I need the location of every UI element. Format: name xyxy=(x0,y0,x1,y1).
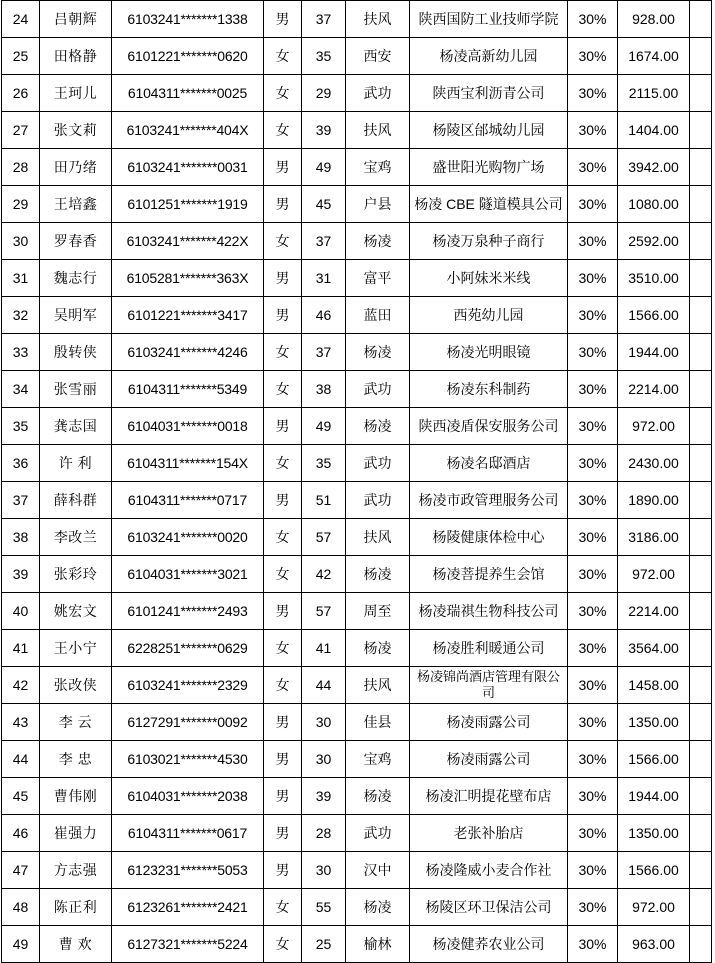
row-amount: 1566.00 xyxy=(618,852,690,889)
row-organization: 杨凌胜利暖通公司 xyxy=(410,630,568,667)
row-amount: 972.00 xyxy=(618,408,690,445)
row-name: 方志强 xyxy=(40,852,112,889)
table-row xyxy=(2,38,712,75)
row-id-number: 6103241*******0031 xyxy=(112,149,264,186)
row-id-number: 6104311*******0617 xyxy=(112,815,264,852)
table-row xyxy=(2,889,712,926)
row-area: 扶风 xyxy=(346,1,410,38)
row-rate: 30% xyxy=(568,334,618,371)
table-row xyxy=(2,297,712,334)
row-organization: 杨凌健荞农业公司 xyxy=(410,926,568,963)
row-organization: 杨陵区邰城幼儿园 xyxy=(410,112,568,149)
row-rate: 30% xyxy=(568,75,618,112)
row-area: 杨凌 xyxy=(346,556,410,593)
row-index: 24 xyxy=(2,1,40,38)
row-tail xyxy=(690,889,712,926)
row-area: 蓝田 xyxy=(346,297,410,334)
row-organization: 杨凌名邸酒店 xyxy=(410,445,568,482)
row-name: 曹 欢 xyxy=(40,926,112,963)
row-area: 宝鸡 xyxy=(346,741,410,778)
row-area: 佳县 xyxy=(346,704,410,741)
row-age: 37 xyxy=(302,1,346,38)
row-name: 张文莉 xyxy=(40,112,112,149)
row-id-number: 6104311*******0025 xyxy=(112,75,264,112)
row-age: 39 xyxy=(302,778,346,815)
row-name: 李 忠 xyxy=(40,741,112,778)
row-sex: 女 xyxy=(264,519,302,556)
row-name: 姚宏文 xyxy=(40,593,112,630)
row-id-number: 6103241*******422X xyxy=(112,223,264,260)
row-tail xyxy=(690,593,712,630)
row-amount: 972.00 xyxy=(618,556,690,593)
row-rate: 30% xyxy=(568,149,618,186)
row-id-number: 6127321*******5224 xyxy=(112,926,264,963)
row-tail xyxy=(690,223,712,260)
row-rate: 30% xyxy=(568,556,618,593)
row-sex: 男 xyxy=(264,741,302,778)
row-area: 杨凌 xyxy=(346,778,410,815)
row-index: 39 xyxy=(2,556,40,593)
row-rate: 30% xyxy=(568,371,618,408)
row-area: 西安 xyxy=(346,38,410,75)
row-index: 30 xyxy=(2,223,40,260)
row-organization: 老张补胎店 xyxy=(410,815,568,852)
row-index: 46 xyxy=(2,815,40,852)
table-row xyxy=(2,334,712,371)
table-row xyxy=(2,593,712,630)
row-id-number: 6103241*******2329 xyxy=(112,667,264,704)
row-id-number: 6123261*******2421 xyxy=(112,889,264,926)
row-organization: 杨陵区环卫保洁公司 xyxy=(410,889,568,926)
row-area: 武功 xyxy=(346,445,410,482)
row-amount: 1350.00 xyxy=(618,815,690,852)
table-row xyxy=(2,260,712,297)
row-name: 崔强力 xyxy=(40,815,112,852)
row-tail xyxy=(690,741,712,778)
row-age: 45 xyxy=(302,186,346,223)
row-id-number: 6104031*******0018 xyxy=(112,408,264,445)
row-age: 49 xyxy=(302,149,346,186)
row-sex: 女 xyxy=(264,445,302,482)
row-age: 30 xyxy=(302,852,346,889)
row-index: 35 xyxy=(2,408,40,445)
row-tail xyxy=(690,334,712,371)
row-tail xyxy=(690,445,712,482)
row-age: 49 xyxy=(302,408,346,445)
row-amount: 1566.00 xyxy=(618,297,690,334)
row-tail xyxy=(690,926,712,963)
row-sex: 女 xyxy=(264,112,302,149)
row-rate: 30% xyxy=(568,297,618,334)
row-amount: 1404.00 xyxy=(618,112,690,149)
row-tail xyxy=(690,519,712,556)
row-tail xyxy=(690,186,712,223)
row-name: 陈正利 xyxy=(40,889,112,926)
row-sex: 男 xyxy=(264,260,302,297)
row-id-number: 6103241*******4246 xyxy=(112,334,264,371)
row-organization: 盛世阳光购物广场 xyxy=(410,149,568,186)
row-tail xyxy=(690,149,712,186)
row-organization: 杨凌汇明提花壁布店 xyxy=(410,778,568,815)
row-index: 29 xyxy=(2,186,40,223)
row-tail xyxy=(690,371,712,408)
row-rate: 30% xyxy=(568,519,618,556)
row-organization: 杨凌万泉种子商行 xyxy=(410,223,568,260)
row-amount: 1944.00 xyxy=(618,778,690,815)
row-age: 44 xyxy=(302,667,346,704)
row-name: 张改侠 xyxy=(40,667,112,704)
row-rate: 30% xyxy=(568,38,618,75)
row-index: 45 xyxy=(2,778,40,815)
row-name: 吴明军 xyxy=(40,297,112,334)
row-amount: 928.00 xyxy=(618,1,690,38)
row-name: 李改兰 xyxy=(40,519,112,556)
table-row xyxy=(2,852,712,889)
row-area: 宝鸡 xyxy=(346,149,410,186)
row-name: 薛科群 xyxy=(40,482,112,519)
row-age: 25 xyxy=(302,926,346,963)
row-area: 扶风 xyxy=(346,667,410,704)
row-tail xyxy=(690,815,712,852)
row-amount: 1890.00 xyxy=(618,482,690,519)
table-row xyxy=(2,630,712,667)
row-id-number: 6101221*******0620 xyxy=(112,38,264,75)
row-id-number: 6103241*******0020 xyxy=(112,519,264,556)
row-sex: 女 xyxy=(264,75,302,112)
row-sex: 男 xyxy=(264,149,302,186)
row-tail xyxy=(690,630,712,667)
row-index: 37 xyxy=(2,482,40,519)
row-index: 31 xyxy=(2,260,40,297)
row-area: 杨凌 xyxy=(346,630,410,667)
row-rate: 30% xyxy=(568,112,618,149)
row-rate: 30% xyxy=(568,593,618,630)
row-amount: 972.00 xyxy=(618,889,690,926)
row-area: 汉中 xyxy=(346,852,410,889)
row-age: 55 xyxy=(302,889,346,926)
row-age: 41 xyxy=(302,630,346,667)
row-index: 38 xyxy=(2,519,40,556)
row-amount: 3186.00 xyxy=(618,519,690,556)
row-amount: 2430.00 xyxy=(618,445,690,482)
row-index: 25 xyxy=(2,38,40,75)
row-organization: 杨凌光明眼镜 xyxy=(410,334,568,371)
row-name: 田乃绪 xyxy=(40,149,112,186)
row-tail xyxy=(690,704,712,741)
row-name: 王珂儿 xyxy=(40,75,112,112)
table-row xyxy=(2,112,712,149)
row-sex: 女 xyxy=(264,926,302,963)
row-sex: 男 xyxy=(264,815,302,852)
row-name: 殷转侠 xyxy=(40,334,112,371)
row-amount: 1674.00 xyxy=(618,38,690,75)
table-row xyxy=(2,482,712,519)
row-tail xyxy=(690,482,712,519)
row-index: 34 xyxy=(2,371,40,408)
row-id-number: 6104031*******2038 xyxy=(112,778,264,815)
row-sex: 女 xyxy=(264,667,302,704)
row-rate: 30% xyxy=(568,223,618,260)
row-amount: 1080.00 xyxy=(618,186,690,223)
row-age: 37 xyxy=(302,223,346,260)
row-id-number: 6228251*******0629 xyxy=(112,630,264,667)
row-tail xyxy=(690,38,712,75)
row-index: 43 xyxy=(2,704,40,741)
row-sex: 女 xyxy=(264,630,302,667)
row-area: 扶风 xyxy=(346,112,410,149)
row-organization: 杨凌瑞祺生物科技公司 xyxy=(410,593,568,630)
row-rate: 30% xyxy=(568,815,618,852)
row-name: 李 云 xyxy=(40,704,112,741)
row-sex: 男 xyxy=(264,778,302,815)
row-id-number: 6104311*******154X xyxy=(112,445,264,482)
row-area: 杨凌 xyxy=(346,223,410,260)
row-tail xyxy=(690,1,712,38)
row-index: 33 xyxy=(2,334,40,371)
row-sex: 男 xyxy=(264,593,302,630)
row-organization: 杨凌菩提养生会馆 xyxy=(410,556,568,593)
row-area: 武功 xyxy=(346,482,410,519)
row-sex: 男 xyxy=(264,482,302,519)
row-name: 罗春香 xyxy=(40,223,112,260)
row-tail xyxy=(690,852,712,889)
row-age: 35 xyxy=(302,38,346,75)
row-rate: 30% xyxy=(568,667,618,704)
row-organization: 杨凌隆威小麦合作社 xyxy=(410,852,568,889)
row-id-number: 6104311*******5349 xyxy=(112,371,264,408)
row-rate: 30% xyxy=(568,889,618,926)
row-amount: 963.00 xyxy=(618,926,690,963)
row-name: 龚志国 xyxy=(40,408,112,445)
row-name: 许 利 xyxy=(40,445,112,482)
row-area: 杨凌 xyxy=(346,889,410,926)
row-index: 40 xyxy=(2,593,40,630)
row-tail xyxy=(690,75,712,112)
row-sex: 女 xyxy=(264,371,302,408)
row-age: 39 xyxy=(302,112,346,149)
row-organization: 陕西宝利沥青公司 xyxy=(410,75,568,112)
row-index: 42 xyxy=(2,667,40,704)
row-rate: 30% xyxy=(568,186,618,223)
table-row xyxy=(2,519,712,556)
row-area: 杨凌 xyxy=(346,408,410,445)
table-row xyxy=(2,926,712,963)
row-age: 57 xyxy=(302,593,346,630)
row-name: 魏志行 xyxy=(40,260,112,297)
row-tail xyxy=(690,260,712,297)
row-area: 武功 xyxy=(346,371,410,408)
row-amount: 2115.00 xyxy=(618,75,690,112)
row-name: 田格静 xyxy=(40,38,112,75)
row-age: 30 xyxy=(302,704,346,741)
row-tail xyxy=(690,778,712,815)
row-index: 26 xyxy=(2,75,40,112)
row-id-number: 6123231*******5053 xyxy=(112,852,264,889)
row-sex: 男 xyxy=(264,852,302,889)
row-amount: 3942.00 xyxy=(618,149,690,186)
row-age: 28 xyxy=(302,815,346,852)
row-id-number: 6101221*******3417 xyxy=(112,297,264,334)
row-age: 51 xyxy=(302,482,346,519)
row-organization: 西苑幼儿园 xyxy=(410,297,568,334)
row-name: 王培鑫 xyxy=(40,186,112,223)
table-row xyxy=(2,408,712,445)
row-age: 31 xyxy=(302,260,346,297)
row-organization: 杨凌市政管理服务公司 xyxy=(410,482,568,519)
row-organization: 小阿妹米米线 xyxy=(410,260,568,297)
row-amount: 2214.00 xyxy=(618,593,690,630)
row-organization: 陕西国防工业技师学院 xyxy=(410,1,568,38)
row-sex: 女 xyxy=(264,334,302,371)
row-name: 王小宁 xyxy=(40,630,112,667)
row-rate: 30% xyxy=(568,408,618,445)
row-name: 张彩玲 xyxy=(40,556,112,593)
row-age: 35 xyxy=(302,445,346,482)
row-age: 57 xyxy=(302,519,346,556)
row-amount: 3510.00 xyxy=(618,260,690,297)
row-sex: 男 xyxy=(264,297,302,334)
row-sex: 男 xyxy=(264,408,302,445)
table-row xyxy=(2,741,712,778)
row-id-number: 6101241*******2493 xyxy=(112,593,264,630)
row-organization: 杨凌 CBE 隧道模具公司 xyxy=(410,186,568,223)
row-amount: 1458.00 xyxy=(618,667,690,704)
row-index: 36 xyxy=(2,445,40,482)
row-area: 武功 xyxy=(346,815,410,852)
row-id-number: 6104311*******0717 xyxy=(112,482,264,519)
row-name: 曹伟刚 xyxy=(40,778,112,815)
row-organization: 杨凌锦尚酒店管理有限公司 xyxy=(410,667,568,704)
row-area: 富平 xyxy=(346,260,410,297)
row-area: 扶风 xyxy=(346,519,410,556)
row-amount: 1566.00 xyxy=(618,741,690,778)
row-organization: 杨凌雨露公司 xyxy=(410,704,568,741)
row-rate: 30% xyxy=(568,482,618,519)
row-age: 30 xyxy=(302,741,346,778)
row-id-number: 6104031*******3021 xyxy=(112,556,264,593)
table-row xyxy=(2,186,712,223)
row-organization: 杨凌东科制药 xyxy=(410,371,568,408)
row-area: 榆林 xyxy=(346,926,410,963)
row-id-number: 6103241*******404X xyxy=(112,112,264,149)
row-amount: 1944.00 xyxy=(618,334,690,371)
row-organization: 杨凌高新幼儿园 xyxy=(410,38,568,75)
row-age: 37 xyxy=(302,334,346,371)
table-row xyxy=(2,1,712,38)
roster-table xyxy=(1,0,712,963)
row-id-number: 6127291*******0092 xyxy=(112,704,264,741)
row-name: 吕朝辉 xyxy=(40,1,112,38)
row-tail xyxy=(690,297,712,334)
row-id-number: 6101251*******1919 xyxy=(112,186,264,223)
row-organization: 陕西凌盾保安服务公司 xyxy=(410,408,568,445)
row-id-number: 6103021*******4530 xyxy=(112,741,264,778)
row-name: 张雪丽 xyxy=(40,371,112,408)
table-row xyxy=(2,556,712,593)
row-index: 27 xyxy=(2,112,40,149)
row-index: 41 xyxy=(2,630,40,667)
row-area: 户县 xyxy=(346,186,410,223)
row-age: 38 xyxy=(302,371,346,408)
row-rate: 30% xyxy=(568,445,618,482)
row-rate: 30% xyxy=(568,704,618,741)
table-row xyxy=(2,445,712,482)
row-sex: 男 xyxy=(264,1,302,38)
row-rate: 30% xyxy=(568,778,618,815)
row-sex: 男 xyxy=(264,704,302,741)
table-row xyxy=(2,149,712,186)
row-organization: 杨凌雨露公司 xyxy=(410,741,568,778)
table-row xyxy=(2,223,712,260)
row-tail xyxy=(690,112,712,149)
row-sex: 女 xyxy=(264,889,302,926)
row-area: 周至 xyxy=(346,593,410,630)
table-row xyxy=(2,778,712,815)
row-index: 47 xyxy=(2,852,40,889)
row-index: 44 xyxy=(2,741,40,778)
row-id-number: 6103241*******1338 xyxy=(112,1,264,38)
row-index: 28 xyxy=(2,149,40,186)
row-sex: 男 xyxy=(264,186,302,223)
row-index: 49 xyxy=(2,926,40,963)
row-rate: 30% xyxy=(568,260,618,297)
row-tail xyxy=(690,556,712,593)
row-index: 32 xyxy=(2,297,40,334)
row-tail xyxy=(690,408,712,445)
table-row xyxy=(2,815,712,852)
row-sex: 女 xyxy=(264,223,302,260)
table-row xyxy=(2,667,712,704)
row-organization: 杨陵健康体检中心 xyxy=(410,519,568,556)
table-row xyxy=(2,704,712,741)
row-age: 46 xyxy=(302,297,346,334)
table-row xyxy=(2,371,712,408)
row-rate: 30% xyxy=(568,926,618,963)
row-rate: 30% xyxy=(568,1,618,38)
row-area: 杨凌 xyxy=(346,334,410,371)
row-sex: 女 xyxy=(264,38,302,75)
row-tail xyxy=(690,667,712,704)
row-amount: 2592.00 xyxy=(618,223,690,260)
row-amount: 2214.00 xyxy=(618,371,690,408)
row-area: 武功 xyxy=(346,75,410,112)
row-rate: 30% xyxy=(568,741,618,778)
row-sex: 女 xyxy=(264,556,302,593)
row-age: 29 xyxy=(302,75,346,112)
table-row xyxy=(2,75,712,112)
row-rate: 30% xyxy=(568,852,618,889)
row-amount: 1350.00 xyxy=(618,704,690,741)
row-rate: 30% xyxy=(568,630,618,667)
row-id-number: 6105281*******363X xyxy=(112,260,264,297)
row-age: 42 xyxy=(302,556,346,593)
row-amount: 3564.00 xyxy=(618,630,690,667)
row-index: 48 xyxy=(2,889,40,926)
